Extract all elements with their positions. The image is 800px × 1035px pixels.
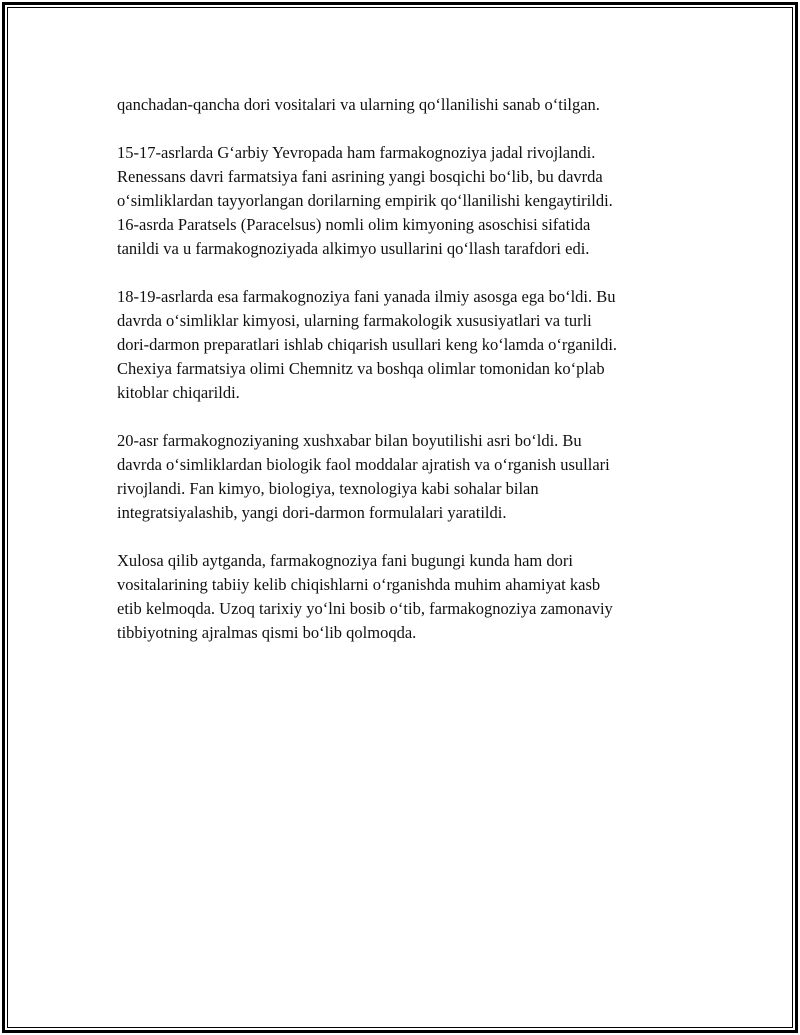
text-line: etib kelmoqda. Uzoq tarixiy yo‘lni bosib o‘tib, farmakognoziya zamonaviy xyxy=(117,599,613,618)
text-line: Renessans davri farmatsiya fani asrining yangi bosqichi bo‘lib, bu davrda xyxy=(117,167,603,186)
text-line: 15-17-asrlarda G‘arbiy Yevropada ham farmakognoziya jadal rivojlandi. xyxy=(117,143,596,162)
text-line: 16-asrda Paratsels (Paracelsus) nomli olim kimyoning asoschisi sifatida xyxy=(117,215,591,234)
text-line: Chexiya farmatsiya olimi Chemnitz va boshqa olimlar tomonidan ko‘plab xyxy=(117,359,605,378)
text-line: davrda o‘simliklar kimyosi, ularning farmakologik xususiyatlari va turli xyxy=(117,311,592,330)
text-line: qanchadan-qancha dori vositalari va ularning qo‘llanilishi sanab o‘tilgan. xyxy=(117,95,600,114)
paragraph xyxy=(117,285,717,405)
text-line: 20-asr farmakognoziyaning xushxabar bilan boyutilishi asri bo‘ldi. Bu xyxy=(117,431,582,450)
paragraph xyxy=(117,549,717,645)
paragraph xyxy=(117,93,717,117)
text-line: tibbiyotning ajralmas qismi bo‘lib qolmoqda. xyxy=(117,623,417,642)
text-line: tanildi va u farmakognoziyada alkimyo usullarini qo‘llash tarafdori edi. xyxy=(117,239,590,258)
paragraph xyxy=(117,141,717,261)
text-line: davrda o‘simliklardan biologik faol moddalar ajratish va o‘rganish usullari xyxy=(117,455,610,474)
text-line: Xulosa qilib aytganda, farmakognoziya fani bugungi kunda ham dori xyxy=(117,551,573,570)
text-line: dori-darmon preparatlari ishlab chiqarish usullari keng ko‘lamda o‘rganildi. xyxy=(117,335,618,354)
text-line: o‘simliklardan tayyorlangan dorilarning empirik qo‘llanilishi kengaytirildi. xyxy=(117,191,613,210)
text-line: 18-19-asrlarda esa farmakognoziya fani yanada ilmiy asosga ega bo‘ldi. Bu xyxy=(117,287,616,306)
text-line: kitoblar chiqarildi. xyxy=(117,383,240,402)
text-line: integratsiyalashib, yangi dori-darmon formulalari yaratildi. xyxy=(117,503,507,522)
document-body xyxy=(117,93,717,669)
paragraph xyxy=(117,429,717,525)
text-line: rivojlandi. Fan kimyo, biologiya, texnologiya kabi sohalar bilan xyxy=(117,479,539,498)
text-line: vositalarining tabiiy kelib chiqishlarni o‘rganishda muhim ahamiyat kasb xyxy=(117,575,601,594)
